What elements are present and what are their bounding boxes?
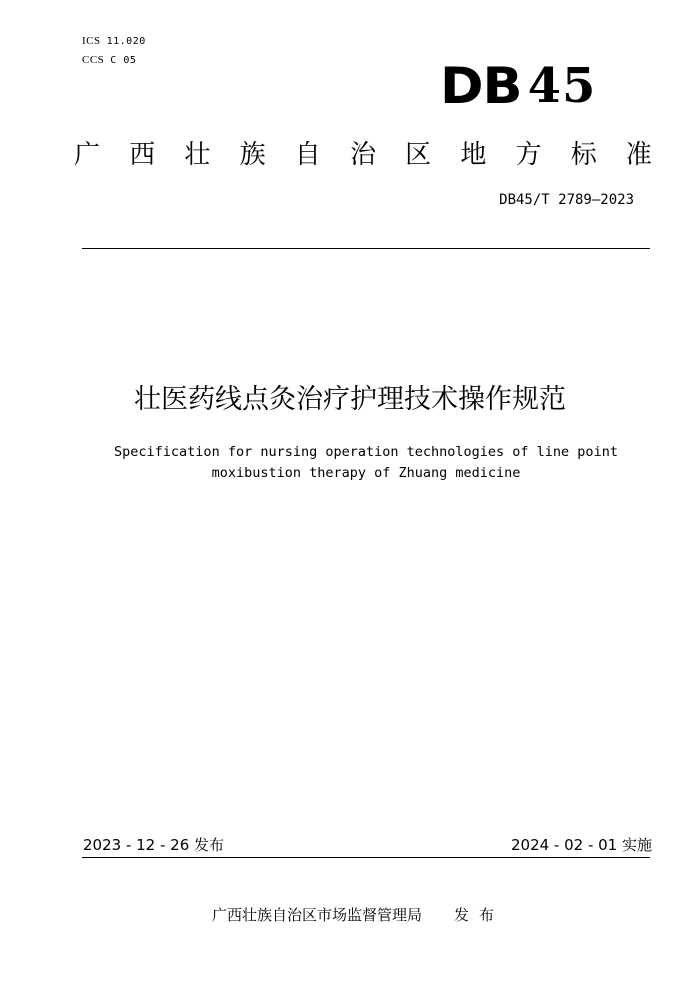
standard-type-char: 族 xyxy=(239,140,266,170)
ccs-code: C 05 xyxy=(110,55,137,66)
db45-logo xyxy=(440,57,600,115)
standard-type-char: 准 xyxy=(625,140,652,170)
title-chinese: 壮医药线点灸治疗护理技术操作规范 xyxy=(134,384,566,415)
standard-type-char: 自 xyxy=(294,140,321,170)
standard-type-char: 地 xyxy=(460,140,487,170)
db-logo-letters: DB xyxy=(440,57,522,115)
title-english xyxy=(0,442,700,484)
ccs-label: CCS xyxy=(82,54,105,66)
ics-code: 11.020 xyxy=(106,36,146,47)
standard-number: DB45/T 2789—2023 xyxy=(499,192,634,208)
title-english-line-2: moxibustion therapy of Zhuang medicine xyxy=(211,465,521,481)
issuing-authority xyxy=(0,904,700,926)
standard-type-char: 广 xyxy=(74,140,101,170)
issuer-verb: 发布 xyxy=(454,906,505,924)
standard-type-char: 治 xyxy=(349,140,376,170)
standard-type-char: 壮 xyxy=(184,140,211,170)
ics-label: ICS xyxy=(82,35,101,47)
standard-type-heading xyxy=(74,135,652,175)
top-divider xyxy=(82,248,650,249)
standard-type-char: 西 xyxy=(129,140,156,170)
issuer-name: 广西壮族自治区市场监督管理局 xyxy=(211,906,422,924)
implementation-date: 2024 - 02 - 01 实施 xyxy=(510,836,652,854)
ics-line xyxy=(82,34,146,49)
standard-type-char: 方 xyxy=(515,140,542,170)
bottom-divider xyxy=(82,857,650,858)
ccs-line xyxy=(82,53,136,68)
issue-date: 2023 - 12 - 26 发布 xyxy=(83,836,225,854)
standard-type-char: 区 xyxy=(405,140,432,170)
title-english-line-1: Specification for nursing operation technologies of line point xyxy=(114,444,618,460)
standard-type-char: 标 xyxy=(570,140,597,170)
db-logo-number: 45 xyxy=(527,58,597,114)
